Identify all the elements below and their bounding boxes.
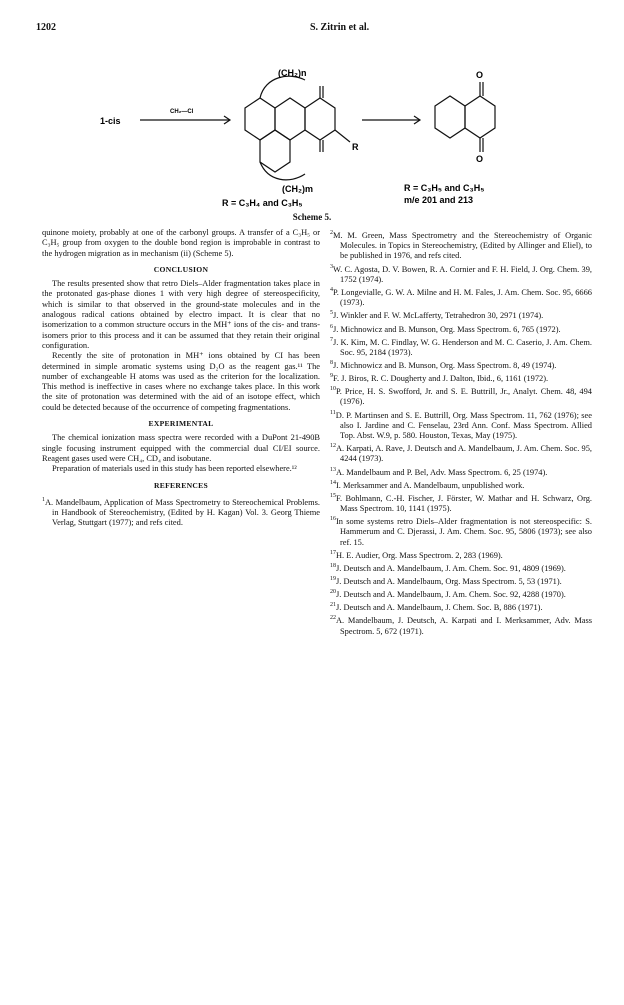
reaction-scheme (100, 58, 540, 208)
reference-text: A. Mandelbaum, J. Deutsch, A. Karpati and I. Merksammer, Adv. Mass Spectrom. 5, 672 (1971). (336, 616, 592, 636)
reference-item (330, 285, 592, 308)
reference-item (330, 308, 592, 321)
ring-c (305, 98, 335, 140)
reference-item (330, 441, 592, 464)
reference-item (330, 408, 592, 442)
scheme-drawing (100, 58, 540, 208)
reference-item (330, 613, 592, 636)
running-authors: S. Zitrin et al. (310, 22, 370, 33)
mz-right-label: m/e 201 and 213 (404, 195, 474, 205)
reference-number: 11 (330, 409, 336, 416)
lower-bridge (260, 162, 305, 180)
reference-number: 20 (330, 589, 336, 596)
reference-text: J. Deutsch and A. Mandelbaum, J. Chem. Soc. B, 886 (1971). (336, 603, 543, 613)
reference-number: 22 (330, 615, 336, 622)
reference-text: J. K. Kim, M. C. Findlay, W. G. Henderson and M. C. Caserio, J. Am. Chem. Soc. 95, 2184 (1973). (333, 337, 592, 357)
reference-number: 2 (330, 230, 333, 236)
reference-item (330, 600, 592, 613)
product-o-bottom: O (476, 154, 484, 164)
reference-number: 5 (330, 310, 333, 317)
reference-number: 14 (330, 479, 336, 486)
product-ring-b (465, 96, 495, 138)
reference-item (330, 574, 592, 587)
reference-text: J. Deutsch and A. Mandelbaum, Org. Mass Spectrom. 5, 53 (1971). (336, 576, 562, 586)
reference-text: J. Michnowicz and B. Munson, Org. Mass Spectrom. 8, 49 (1974). (333, 360, 557, 370)
right-column-references (330, 228, 592, 637)
reference-number: 13 (330, 466, 336, 473)
reference-number: 16 (330, 516, 336, 523)
reference-text: J. Michnowicz and B. Munson, Org. Mass Spectrom. 6, 765 (1972). (333, 324, 561, 334)
reference-number: 3 (330, 263, 333, 270)
reference-text: A. Karpati, A. Rave, J. Deutsch and A. Mandelbaum, J. Am. Chem. Soc. 95, 4244 (1973). (336, 444, 592, 464)
running-header (36, 22, 588, 36)
reference-text: A. Mandelbaum and P. Bel, Adv. Mass Spectrom. 6, 25 (1974). (336, 467, 548, 477)
product-ring-a (435, 96, 465, 138)
reference-item (330, 491, 592, 514)
reference-item (330, 465, 592, 478)
reference-text: W. C. Agosta, D. V. Bowen, R. A. Cornier and F. H. Field, J. Org. Chem. 39, 1752 (1974). (333, 264, 592, 284)
paragraph-4: The chemical ionization mass spectra were recorded with a DuPont 21-490B single focusing instrument equipped with the commercial dual CI/EI source. Reagent gases used were CH₄, CD₄ and isobutane. (42, 433, 320, 463)
references-heading: REFERENCES (153, 480, 209, 490)
ring-top-label: (CH₂)n (278, 68, 307, 78)
reference-item (330, 358, 592, 371)
reference-1 (42, 495, 320, 529)
reference-1-text: A. Mandelbaum, Application of Mass Spectrometry to Stereochemical Problems. in Handbook of Stereochemistry, (Edited by H. Kagan) Vol. 3. Georg Thieme Verlag, Stuttgart (1977); and refs cited. (45, 497, 320, 528)
reference-item (330, 228, 592, 262)
reference-text: F. J. Biros, R. C. Dougherty and J. Dalton, Ibid., 6, 1161 (1972). (333, 373, 549, 383)
reference-number: 19 (330, 576, 336, 583)
reference-item (330, 322, 592, 335)
reference-item (330, 587, 592, 600)
r-left-label: R = C₃H₄ and C₃H₅ (222, 198, 303, 208)
reference-item (330, 371, 592, 384)
reference-text: P. Longevialle, G. W. A. Milne and H. M. Fales, J. Am. Chem. Soc. 95, 6666 (1973). (333, 287, 592, 308)
ring-bottom-label: (CH₂)m (282, 184, 313, 194)
reference-item (330, 384, 592, 407)
experimental-heading: EXPERIMENTAL (148, 419, 214, 429)
reactant-label: 1-cis (100, 116, 121, 126)
reference-text: M. M. Green, Mass Spectrometry and the Stereochemistry of Organic Molecules. in Topics in Stereochemistry, (Edited by Allinger and Eliel), to be published in 1976, and refs cited. (333, 230, 592, 261)
reference-number: 12 (330, 443, 336, 450)
reference-number: 9 (330, 373, 333, 380)
reagent-label: CH₂—Cl (170, 109, 194, 115)
reference-number: 7 (330, 336, 333, 343)
reference-text: In some systems retro Diels–Alder fragmentation is not stereospecific: S. Hammerum and C. Djerassi, J. Am. Chem. Soc. 95, 5806 (1973); see also ref. 15. (336, 517, 592, 547)
reference-text: J. Deutsch and A. Mandelbaum, J. Am. Chem. Soc. 92, 4288 (1970). (336, 590, 566, 600)
reference-item (330, 478, 592, 491)
reference-item (330, 548, 592, 561)
paragraph-2: The results presented show that retro Diels–Alder fragmentation takes place in the protonated gas-phase diones 1 with very high degree of stereospecificity, which is similar to that observed in the ground-state molecules and in the analogous radical cations obtained by electro impact. It is clear that no isomerization to a common structure occurs in the MH⁺ ions of the cis- and trans-isomers prior to this process and it can be assumed that they retain their original configuration. (42, 279, 320, 350)
scheme-caption: Scheme 5. (292, 212, 332, 222)
paragraph-3: Recently the site of protonation in MH⁺ ions obtained by CI has been determined in simple aromatic systems using D₂O as the reagent gas.¹¹ The number of exchangeable H atoms was used as the criterion for the localization. This method is ineffective in cases where no exchange takes place. In this work the site of protonation was determined with the aid of an isotope effect, which could be detected because of the occurrence of competing fragmentations. (42, 351, 320, 412)
reference-text: D. P. Martinsen and S. E. Buttrill, Org. Mass Spectrom. 11, 762 (1976); see also I. Jardine and C. Fenselau, 23rd Ann. Conf. Mass Spectrom. Allied Top. Abst. W.9, p. 580. Houston, Texas, May (1975). (335, 410, 592, 441)
reference-text: H. E. Audier, Org. Mass Spectrom. 2, 283 (1969). (336, 550, 503, 560)
reference-number: 8 (330, 360, 333, 367)
paragraph-5: Preparation of materials used in this study has been reported elsewhere.¹² (52, 464, 297, 474)
reference-text: J. Deutsch and A. Mandelbaum, J. Am. Chem. Soc. 91, 4809 (1969). (336, 563, 566, 573)
reference-number: 18 (330, 563, 336, 570)
ring-d (260, 130, 290, 172)
reference-number: 6 (330, 323, 333, 330)
substituent-label: R (352, 142, 359, 152)
reference-number: 10 (330, 386, 336, 393)
reference-number: 17 (330, 549, 336, 556)
left-column (42, 228, 320, 529)
reference-item (330, 561, 592, 574)
product-o-top: O (476, 70, 484, 80)
reference-number: 15 (330, 492, 336, 499)
conclusion-heading: CONCLUSION (153, 264, 209, 274)
reference-number: 21 (330, 602, 336, 609)
reference-item (330, 262, 592, 285)
reference-item (330, 514, 592, 548)
upper-bridge (260, 76, 305, 98)
paragraph-1: quinone moiety, probably at one of the carbonyl groups. A transfer of a C₃H₅ or C₃H₅ group from oxygen to the double bond region is improbable in contrast to the hydrogen migration as in mechanism (ii) (Scheme 5). (42, 228, 320, 258)
reference-1-number: 1 (42, 496, 45, 503)
reference-item (330, 335, 592, 358)
reference-text: J. Winkler and F. W. McLafferty, Tetrahedron 30, 2971 (1974). (333, 311, 544, 321)
r-right-label: R = C₃H₅ and C₃H₅ (404, 183, 485, 193)
page-number: 1202 (36, 22, 56, 33)
reference-text: I. Merksammer and A. Mandelbaum, unpublished work. (336, 480, 525, 490)
reference-text: P. Price, H. S. Swofford, Jr. and S. E. Buttrill, Jr., Analyt. Chem. 48, 494 (1976). (336, 387, 592, 407)
reference-text: F. Bohlmann, C.-H. Fischer, J. Förster, W. Mathar and H. Schwarz, Org. Mass Spectrom. 10, 1141 (1975). (336, 493, 592, 513)
reference-number: 4 (330, 287, 333, 294)
